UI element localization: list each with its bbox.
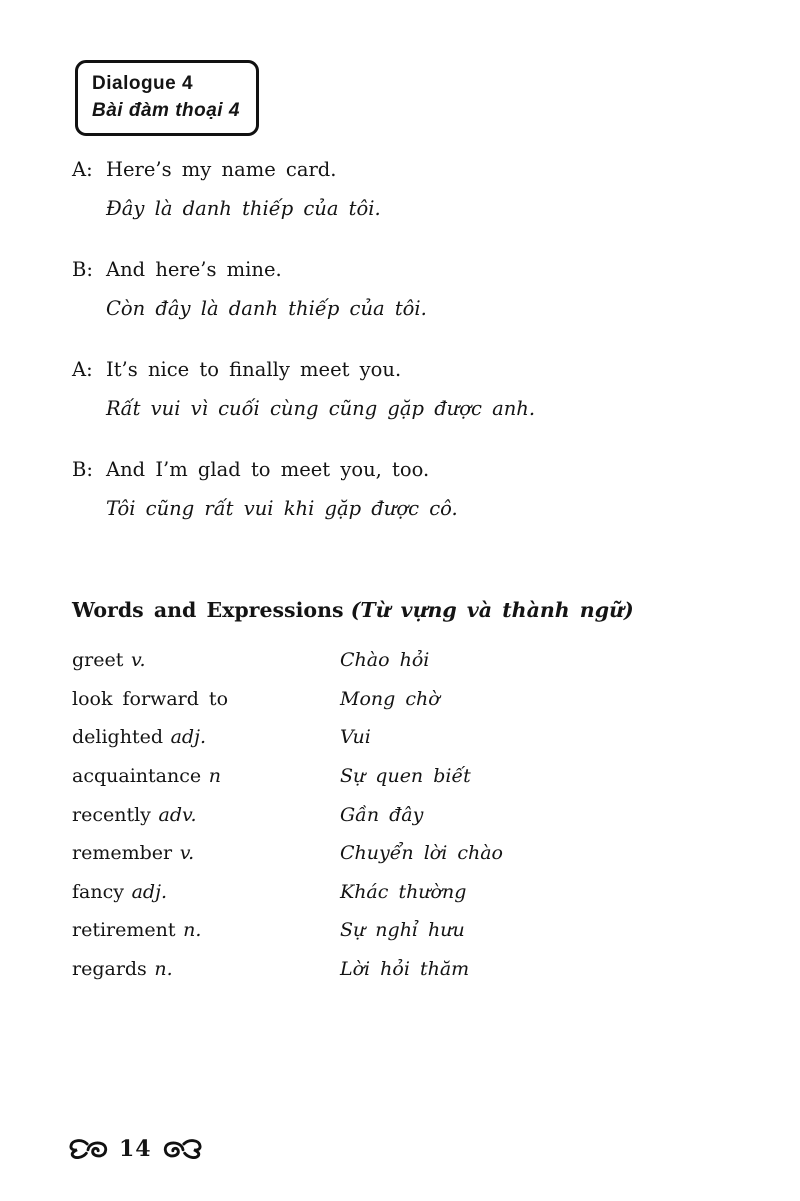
vocab-row — [72, 718, 712, 757]
dialogue-exchange — [72, 350, 712, 428]
vietnamese-text: Tôi cũng rất vui khi gặp được cô. — [106, 497, 458, 520]
vocab-part-of-speech: adj. — [170, 726, 207, 749]
speaker-label: B: — [72, 458, 93, 481]
vocab-term — [72, 649, 340, 671]
vocab-part-of-speech: adj. — [131, 880, 167, 903]
dialogue-english-line — [72, 150, 712, 189]
vocab-term — [72, 881, 340, 903]
english-text: And here’s mine. — [106, 258, 282, 281]
vietnamese-text: Còn đây là danh thiếp của tôi. — [106, 297, 427, 320]
vocab-word: acquaintance — [72, 765, 202, 788]
vocab-row — [72, 873, 712, 912]
vocab-term — [72, 919, 340, 941]
vocab-part-of-speech: n — [208, 765, 221, 788]
dialogue-title-box — [75, 60, 259, 136]
vocab-word: greet — [72, 649, 124, 672]
vocab-list — [72, 641, 712, 988]
dialogue-exchange — [72, 150, 712, 228]
vocab-term — [72, 958, 340, 980]
floral-swirl-left-icon — [66, 1138, 110, 1160]
vocab-translation: Vui — [340, 726, 371, 749]
vocab-translation: Sự nghỉ hưu — [340, 919, 465, 942]
english-text: Here’s my name card. — [106, 158, 337, 181]
vocab-translation: Chuyển lời chào — [340, 842, 503, 865]
vocab-term — [72, 804, 340, 826]
vocab-part-of-speech: n. — [154, 958, 173, 981]
vocab-word: retirement — [72, 919, 176, 942]
vocab-section-heading — [72, 598, 634, 622]
speaker-label: A: — [72, 158, 93, 181]
vocab-row — [72, 911, 712, 950]
vocab-heading-english: Words and Expressions — [72, 598, 344, 622]
vocab-part-of-speech: v. — [179, 842, 195, 865]
vocab-row — [72, 680, 712, 719]
dialogue-english-line — [72, 350, 712, 389]
dialogue-section — [72, 150, 712, 550]
vocab-term — [72, 688, 340, 710]
vocab-row — [72, 834, 712, 873]
vocab-term — [72, 765, 340, 787]
floral-swirl-right-icon — [161, 1138, 205, 1160]
vocab-translation: Lời hỏi thăm — [340, 958, 470, 981]
dialogue-exchange — [72, 450, 712, 528]
page-footer — [66, 1136, 205, 1162]
vocab-row — [72, 795, 712, 834]
english-text: It’s nice to finally meet you. — [106, 358, 402, 381]
speaker-label: A: — [72, 358, 93, 381]
vocab-row — [72, 641, 712, 680]
dialogue-exchange — [72, 250, 712, 328]
vocab-translation: Khác thường — [340, 880, 467, 903]
dialogue-english-line — [72, 450, 712, 489]
vocab-word: recently — [72, 803, 151, 826]
vocab-word: regards — [72, 958, 147, 981]
speaker-label: B: — [72, 258, 93, 281]
vocab-word: remember — [72, 842, 173, 865]
vocab-term — [72, 726, 340, 748]
vocab-translation: Mong chờ — [340, 687, 440, 710]
vocab-row — [72, 757, 712, 796]
vocab-word: look forward to — [72, 687, 229, 710]
dialogue-subtitle: Bài đàm thoại 4 — [92, 100, 240, 121]
vocab-row — [72, 950, 712, 989]
vocab-part-of-speech: n. — [183, 919, 202, 942]
vocab-word: fancy — [72, 880, 124, 903]
vocab-translation: Gần đây — [340, 803, 424, 826]
vocab-heading-vietnamese: (Từ vựng và thành ngữ) — [350, 598, 634, 622]
vocab-translation: Sự quen biết — [340, 765, 471, 788]
vocab-term — [72, 842, 340, 864]
dialogue-english-line — [72, 250, 712, 289]
vocab-translation: Chào hỏi — [340, 649, 430, 672]
dialogue-title: Dialogue 4 — [92, 73, 194, 94]
vocab-part-of-speech: adv. — [158, 803, 197, 826]
vocab-part-of-speech: v. — [130, 649, 146, 672]
vietnamese-text: Rất vui vì cuối cùng cũng gặp được anh. — [106, 397, 536, 420]
vietnamese-text: Đây là danh thiếp của tôi. — [106, 197, 381, 220]
page-number: 14 — [119, 1136, 152, 1162]
vocab-word: delighted — [72, 726, 164, 749]
english-text: And I’m glad to meet you, too. — [106, 458, 430, 481]
